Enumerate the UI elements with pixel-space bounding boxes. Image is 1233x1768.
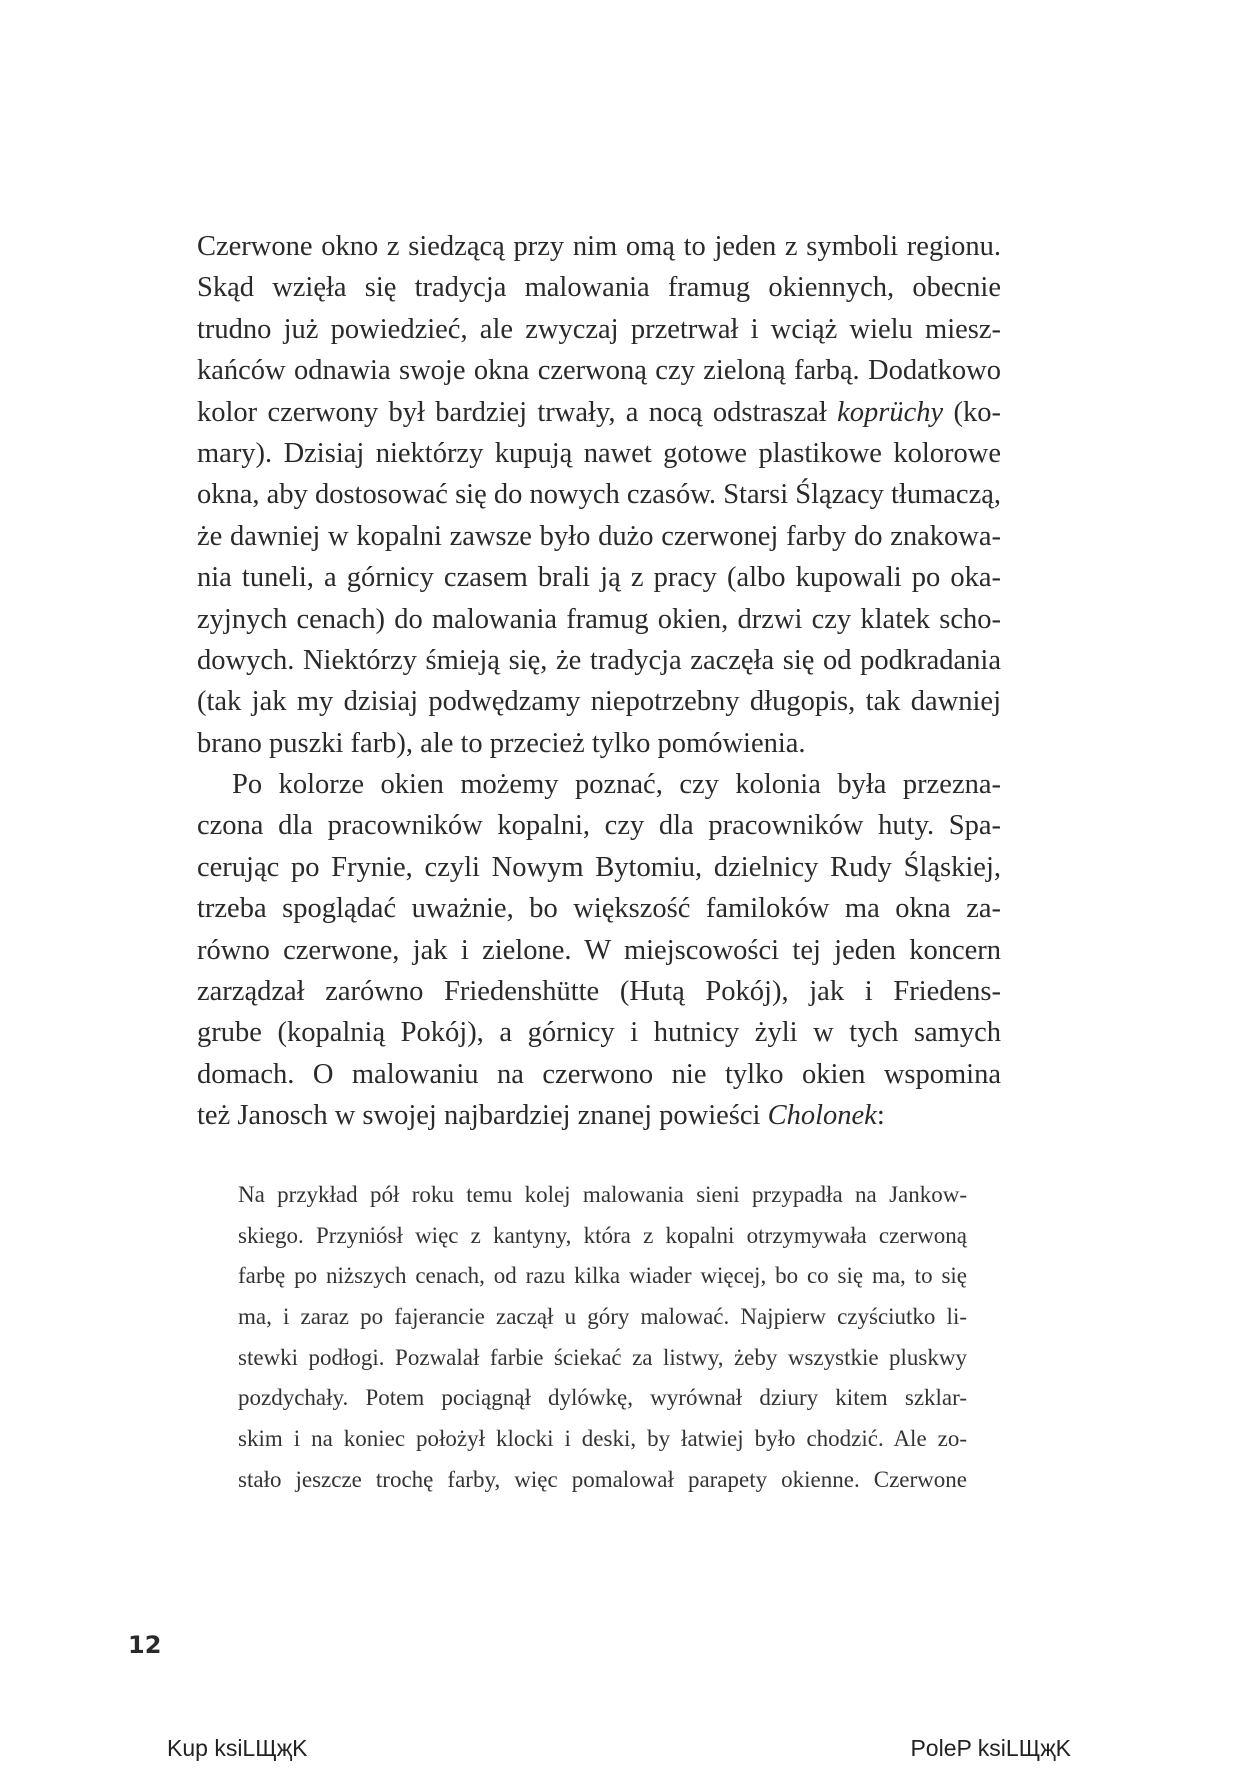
text-line (197, 392, 1001, 433)
quote-line: skiego. Przyniósł więc z kantyny, która z kopalni otrzymywała czerwoną (238, 1222, 967, 1248)
text-line: Skąd wzięła się tradycja malowania framug okiennych, obecnie (197, 272, 1001, 304)
text-line: równo czerwone, jak i zielone. W miejscowości tej jeden koncern (197, 934, 1001, 966)
text-line: trudno już powiedzieć, ale zwyczaj przetrwał i wciąż wielu miesz- (197, 313, 1001, 345)
text-line: nia tuneli, a górnicy czasem brali ją z pracy (albo kupowali po oka- (197, 562, 1001, 594)
text-line: trzeba spoglądać uważnie, bo większość familoków ma okna za- (197, 893, 1001, 925)
main-text-block (197, 226, 1001, 1137)
text-line: zarządzał zarówno Friedenshütte (Hutą Pokój), jak i Friedens- (197, 976, 1001, 1008)
text-line: Czerwone okno z siedzącą przy nim omą to jeden z symboli regionu. (197, 231, 1001, 262)
quote-line: skim i na koniec położył klocki i deski, by łatwiej było chodzić. Ale zo- (238, 1426, 967, 1452)
quote-line: stewki podłogi. Pozwalał farbie ściekać za listwy, żeby wszystkie pluskwy (238, 1344, 967, 1370)
text-fragment: (ko- (953, 396, 1002, 428)
quote-line: stało jeszcze trochę farby, więc pomalował parapety okienne. Czerwone (238, 1466, 967, 1492)
text-line: cerując po Frynie, czyli Nowym Bytomiu, dzielnicy Rudy Śląskiej, (197, 851, 1001, 883)
text-fragment: kolor czerwony był bardziej trwały, a nocą odstraszał (197, 396, 827, 428)
text-line: kańców odnawia swoje okna czerwoną czy zieloną farbą. Dodatkowo (197, 355, 1001, 387)
text-fragment: : (876, 1100, 885, 1132)
block-quote (238, 1175, 967, 1501)
recommend-book-link[interactable]: PoleP ksiLЩҗK (910, 1735, 1071, 1761)
text-line: mary). Dzisiaj niektórzy kupują nawet gotowe plastikowe kolorowe (197, 437, 1001, 469)
page-number: 12 (128, 1631, 162, 1659)
buy-book-link[interactable]: Kup ksiLЩҗK (167, 1735, 308, 1761)
text-line: zyjnych cenach) do malowania framug okien, drzwi czy klatek scho- (197, 603, 1001, 635)
text-line: Po kolorze okien możemy poznać, czy kolonia była przezna- (232, 769, 1001, 801)
text-line: brano puszki farb), ale to przecież tylko pomówienia. (197, 727, 806, 759)
text-line (197, 1095, 1001, 1136)
quote-line: ma, i zaraz po fajerancie zaczął u góry malować. Najpierw czyściutko li- (238, 1304, 967, 1330)
italic-title: Cholonek (767, 1100, 877, 1132)
text-line: okna, aby dostosować się do nowych czasów. Starsi Ślązacy tłumaczą, (197, 479, 1001, 511)
text-line: że dawniej w kopalni zawsze było dużo czerwonej farby do znakowa- (197, 520, 1001, 552)
quote-line: pozdychały. Potem pociągnął dylówkę, wyrównał dziury kitem szklar- (238, 1385, 967, 1411)
text-fragment: też Janosch w swojej najbardziej znanej powieści (197, 1100, 761, 1132)
quote-line: farbę po niższych cenach, od razu kilka wiader więcej, bo co się ma, to się (238, 1263, 967, 1289)
text-line: grube (kopalnią Pokój), a górnicy i hutnicy żyli w tych samych (197, 1017, 1001, 1049)
text-line: domach. O malowaniu na czerwono nie tylko okien wspomina (197, 1058, 1001, 1090)
quote-line: Na przykład pół roku temu kolej malowania sieni przypadła na Jankow- (238, 1182, 967, 1207)
text-line: czona dla pracowników kopalni, czy dla pracowników huty. Spa- (197, 810, 1001, 842)
text-line: (tak jak my dzisiaj podwędzamy niepotrzebny długopis, tak dawniej (197, 686, 1001, 718)
text-line: dowych. Niektórzy śmieją się, że tradycja zaczęła się od podkradania (197, 644, 1001, 676)
italic-term: koprüchy (837, 396, 944, 428)
